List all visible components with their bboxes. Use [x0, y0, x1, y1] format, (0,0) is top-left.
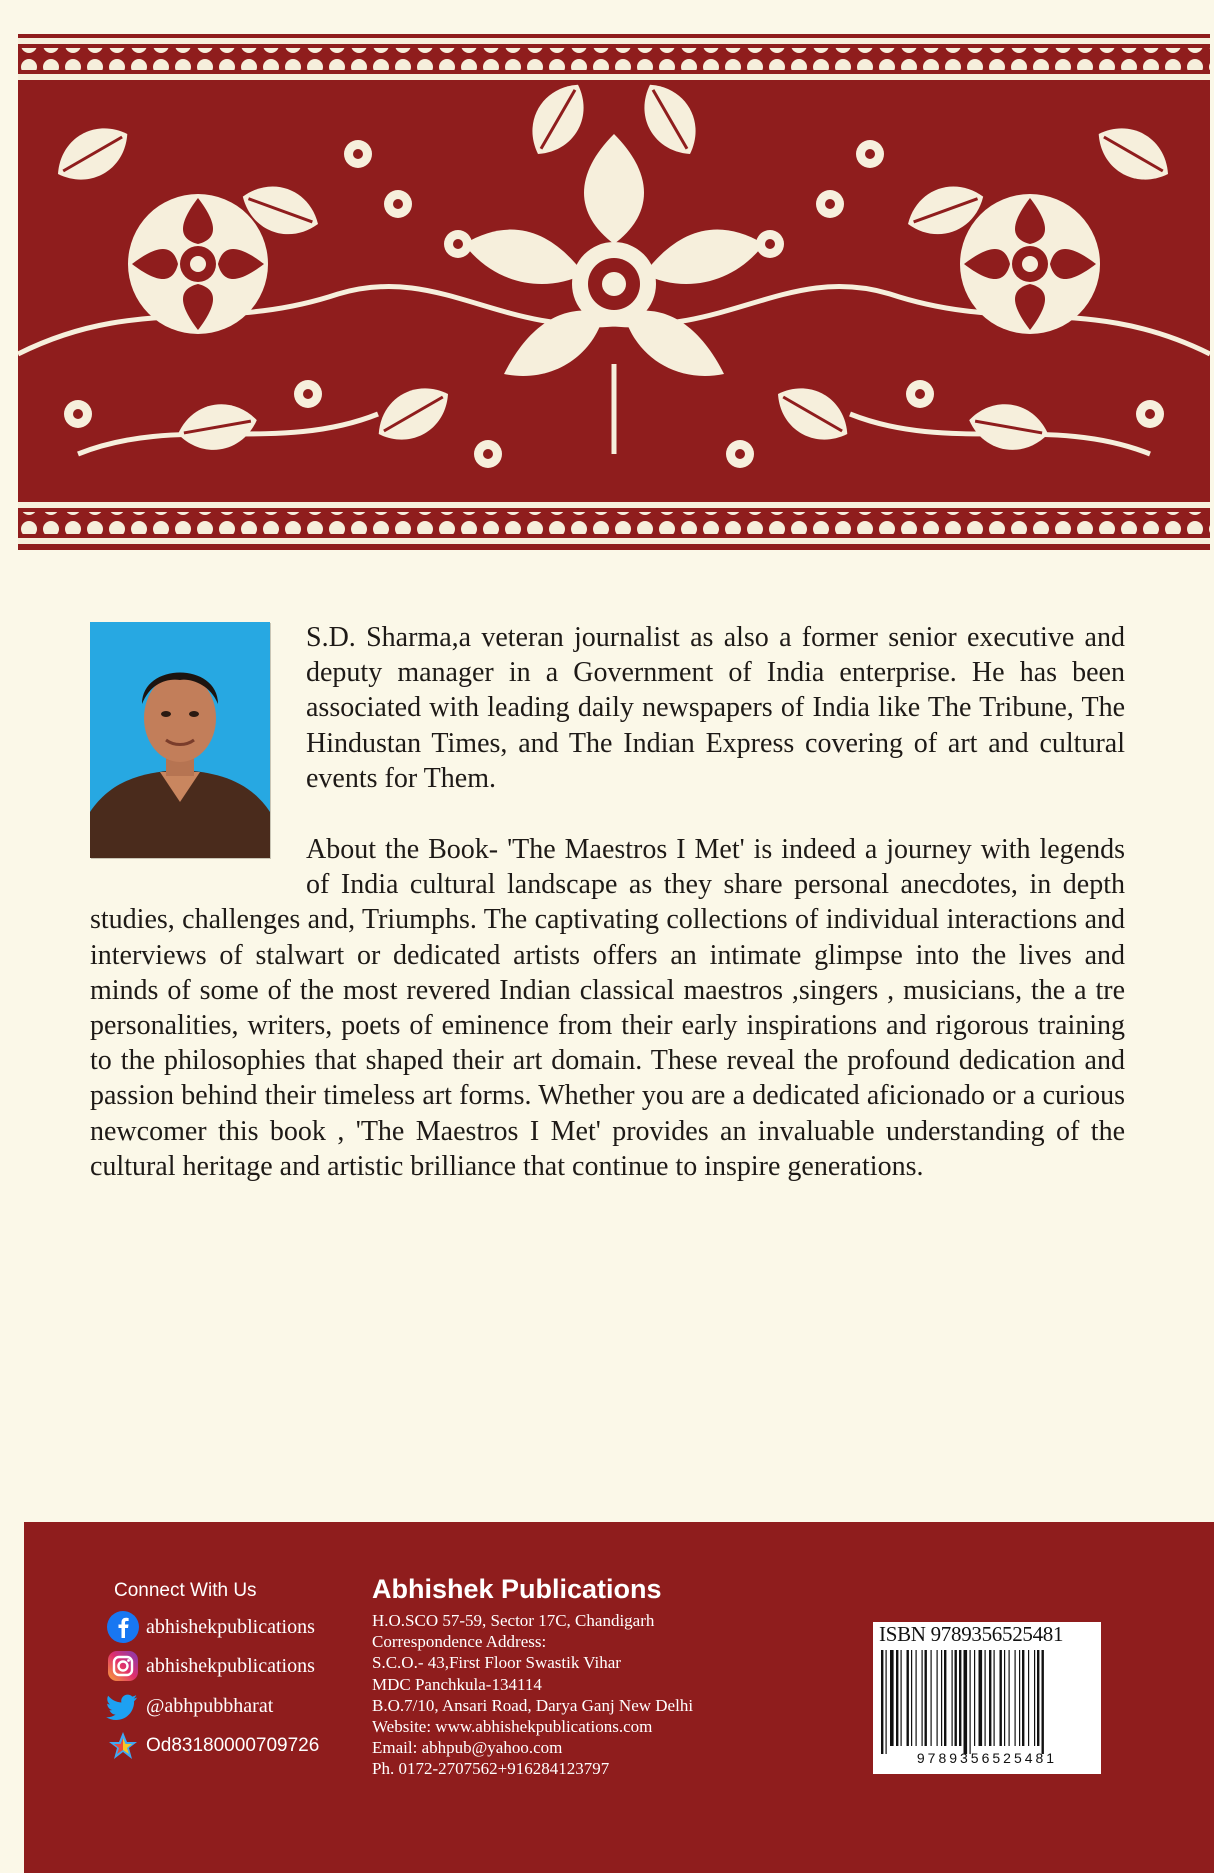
author-bio: S.D. Sharma,a veteran journalist as also a former senior executive and deputy manager in a Government of India enterprise. He has been associated with leading daily newspapers of India like The Tribune, The Hindustan Times, and The Indian Express covering of art and cultural events for Them. [306, 622, 1125, 794]
barcode-bar [952, 1650, 953, 1746]
twitter-icon [106, 1689, 140, 1723]
barcode-bar [1019, 1650, 1020, 1746]
barcode-bar [1015, 1650, 1016, 1746]
website-line[interactable]: Website: www.abhishekpublications.com [372, 1717, 653, 1737]
book-description: About the Book- 'The Maestros I Met' is indeed a journey with legends of India cultural landscape as they share personal anecdotes, in depth studies, challenges and, Triumphs. The captivating collections of individual interactions and interviews of stalwart or dedicated artists offers an intimate glimpse into the lives and minds of some of the most revered Indian classical maestros ,singers , musicians, the a tre personalities, writers, poets of eminence from their early inspirations and rigorous training to the philosophies that shaped their art domain. These reveal the profound dedication and passion behind their timeless art forms. Whether you are a dedicated aficionado or a curious newcomer this book , 'The Maestros I Met' provides an invaluable understanding of the cultural heritage and artistic brilliance that continue to inspire generations. [90, 834, 1125, 1182]
instagram-icon [106, 1649, 140, 1683]
barcode-bar [1004, 1650, 1005, 1746]
barcode-bar [1037, 1650, 1039, 1746]
barcode-bar [985, 1650, 986, 1746]
address-line: MDC Panchkula-134114 [372, 1674, 542, 1694]
barcode-bar [937, 1650, 938, 1746]
barcode-bar [994, 1650, 995, 1746]
author-photo [90, 622, 270, 858]
isbn-digits: 9789356525481 [916, 1750, 1058, 1766]
social-facebook[interactable] [106, 1610, 315, 1644]
barcode-bar [925, 1650, 927, 1746]
barcode-bar [944, 1650, 946, 1746]
address-line: S.C.O.- 43,First Floor Swastik Vihar [372, 1653, 621, 1673]
email-line[interactable]: Email: abhpub@yahoo.com [372, 1738, 563, 1758]
instagram-handle: abhishekpublications [146, 1654, 315, 1677]
barcode-bar [922, 1650, 923, 1746]
barcode-bar [931, 1650, 932, 1746]
isbn-barcode-box [873, 1622, 1101, 1774]
app-icon [106, 1729, 140, 1763]
barcode-bar [959, 1650, 961, 1746]
floral-border-band [18, 34, 1210, 550]
address-line: B.O.7/10, Ansari Road, Darya Ganj New Delhi [372, 1695, 694, 1715]
barcode-bar [901, 1650, 902, 1746]
barcode-bar [979, 1650, 983, 1746]
connect-label: Connect With Us [114, 1580, 257, 1601]
back-cover-text [90, 620, 1125, 1184]
facebook-icon [106, 1610, 140, 1644]
barcode-bar [970, 1650, 971, 1754]
barcode-bar [916, 1650, 917, 1746]
barcode-bar [1022, 1650, 1024, 1746]
isbn-label: ISBN 9789356525481 [879, 1622, 1064, 1646]
barcode-bar [896, 1650, 898, 1746]
barcode-bar [881, 1650, 883, 1754]
barcode-bar [1028, 1650, 1029, 1746]
address-line: H.O.SCO 57-59, Sector 17C, Chandigarh [372, 1611, 655, 1630]
twitter-handle: @abhpubbharat [146, 1694, 274, 1717]
barcode-bar [907, 1650, 909, 1746]
barcode-bar [964, 1650, 968, 1754]
social-instagram[interactable] [106, 1649, 315, 1683]
barcode-bar [890, 1650, 894, 1746]
barcode-bar [1034, 1650, 1035, 1746]
publisher-name: Abhishek Publications [372, 1574, 662, 1604]
barcode-bar [1009, 1650, 1010, 1746]
publisher-footer [24, 1522, 1214, 1873]
barcode-bar [886, 1650, 887, 1754]
barcode-bar [989, 1650, 991, 1746]
author-portrait-image [90, 622, 270, 858]
barcode-bar [1000, 1650, 1002, 1746]
barcode-bar [941, 1650, 942, 1746]
phone-line: Ph. 0172-2707562+916284123797 [372, 1759, 610, 1779]
app-handle: Od83180000709726 [146, 1735, 320, 1756]
social-twitter[interactable] [106, 1689, 273, 1723]
barcode-bar [911, 1650, 912, 1746]
floral-pattern [18, 34, 1210, 550]
address-line: Correspondence Address: [372, 1632, 547, 1652]
barcode-bar [955, 1650, 957, 1746]
facebook-handle: abhishekpublications [146, 1615, 315, 1638]
social-app[interactable] [106, 1729, 319, 1763]
barcode-bar [974, 1650, 975, 1746]
barcode-bar [1042, 1650, 1044, 1754]
publisher-address [372, 1610, 693, 1780]
